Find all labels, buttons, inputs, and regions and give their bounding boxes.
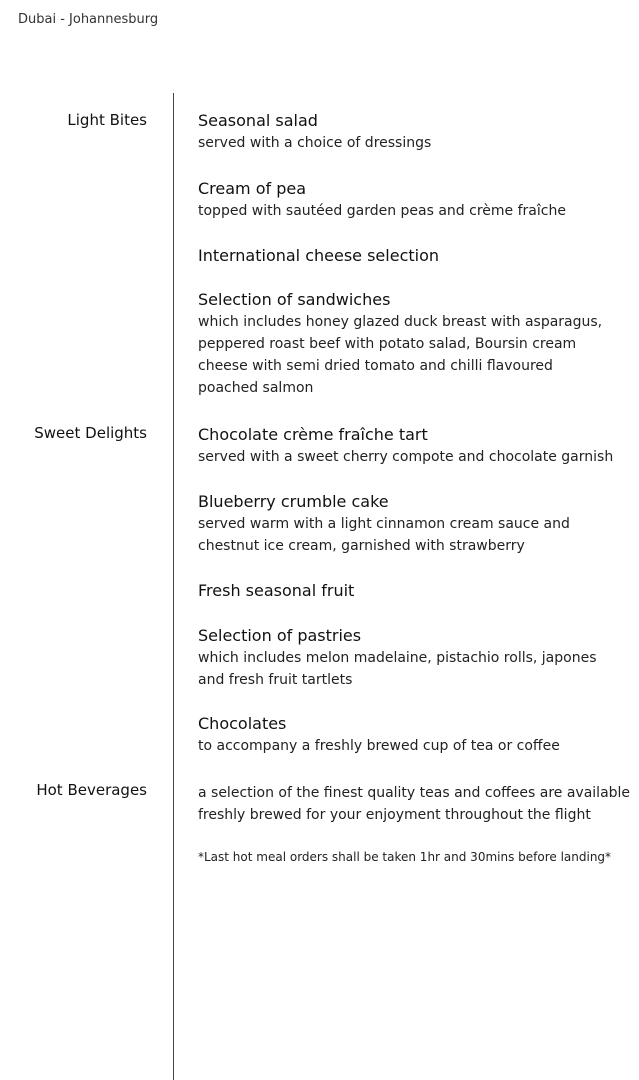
menu-item <box>198 625 618 691</box>
description-line: freshly brewed for your enjoyment throughout the flight <box>198 807 591 823</box>
menu-item-description <box>198 446 618 468</box>
menu-item-title: International cheese selection <box>198 246 440 265</box>
description-line: to accompany a freshly brewed cup of tea or coffee <box>198 738 560 754</box>
menu-item <box>198 782 631 826</box>
description-line: peppered roast beef with potato salad, Boursin cream <box>198 336 577 352</box>
menu-item <box>198 110 618 154</box>
menu-item-title: Selection of sandwiches <box>198 290 391 309</box>
menu-item <box>198 245 618 267</box>
menu-item-description <box>198 647 618 691</box>
section-label-light-bites: Light Bites <box>67 111 147 129</box>
menu-item-description <box>198 200 618 222</box>
menu-item-title: Cream of pea <box>198 179 307 198</box>
section-label-hot-beverages: Hot Beverages <box>36 781 147 799</box>
menu-item <box>198 713 618 757</box>
menu-item-title: Chocolates <box>198 714 287 733</box>
menu-item <box>198 289 618 399</box>
menu-item-description <box>198 513 618 557</box>
menu-item-title: Selection of pastries <box>198 626 362 645</box>
vertical-divider <box>173 93 174 1080</box>
menu-item <box>198 491 618 557</box>
description-line: topped with sautéed garden peas and crème fraîche <box>198 203 566 219</box>
menu-item-title: Chocolate crème fraîche tart <box>198 425 428 444</box>
description-line: served warm with a light cinnamon cream sauce and <box>198 516 570 532</box>
menu-item-description <box>198 132 618 154</box>
menu-item-title: Blueberry crumble cake <box>198 492 389 511</box>
description-line: and fresh fruit tartlets <box>198 672 353 688</box>
menu-item-title: Fresh seasonal fruit <box>198 581 355 600</box>
description-line: cheese with semi dried tomato and chilli flavoured <box>198 358 553 374</box>
description-line: which includes melon madelaine, pistachio rolls, japones <box>198 650 597 666</box>
menu-item-description <box>198 735 618 757</box>
description-line: chestnut ice cream, garnished with strawberry <box>198 538 525 554</box>
menu-item-description <box>198 311 618 399</box>
description-line: poached salmon <box>198 380 314 396</box>
description-line: served with a choice of dressings <box>198 135 432 151</box>
section-label-sweet-delights: Sweet Delights <box>34 424 147 442</box>
last-order-note: *Last hot meal orders shall be taken 1hr and 30mins before landing* <box>198 850 612 864</box>
description-line: which includes honey glazed duck breast with asparagus, <box>198 314 603 330</box>
route-header: Dubai - Johannesburg <box>18 12 159 27</box>
menu-item-description <box>198 782 631 826</box>
description-line: a selection of the finest quality teas and coffees are available <box>198 785 631 801</box>
description-line: served with a sweet cherry compote and chocolate garnish <box>198 449 614 465</box>
menu-item-title: Seasonal salad <box>198 111 318 130</box>
menu-item <box>198 580 618 602</box>
menu-item <box>198 178 618 222</box>
menu-item <box>198 424 618 468</box>
